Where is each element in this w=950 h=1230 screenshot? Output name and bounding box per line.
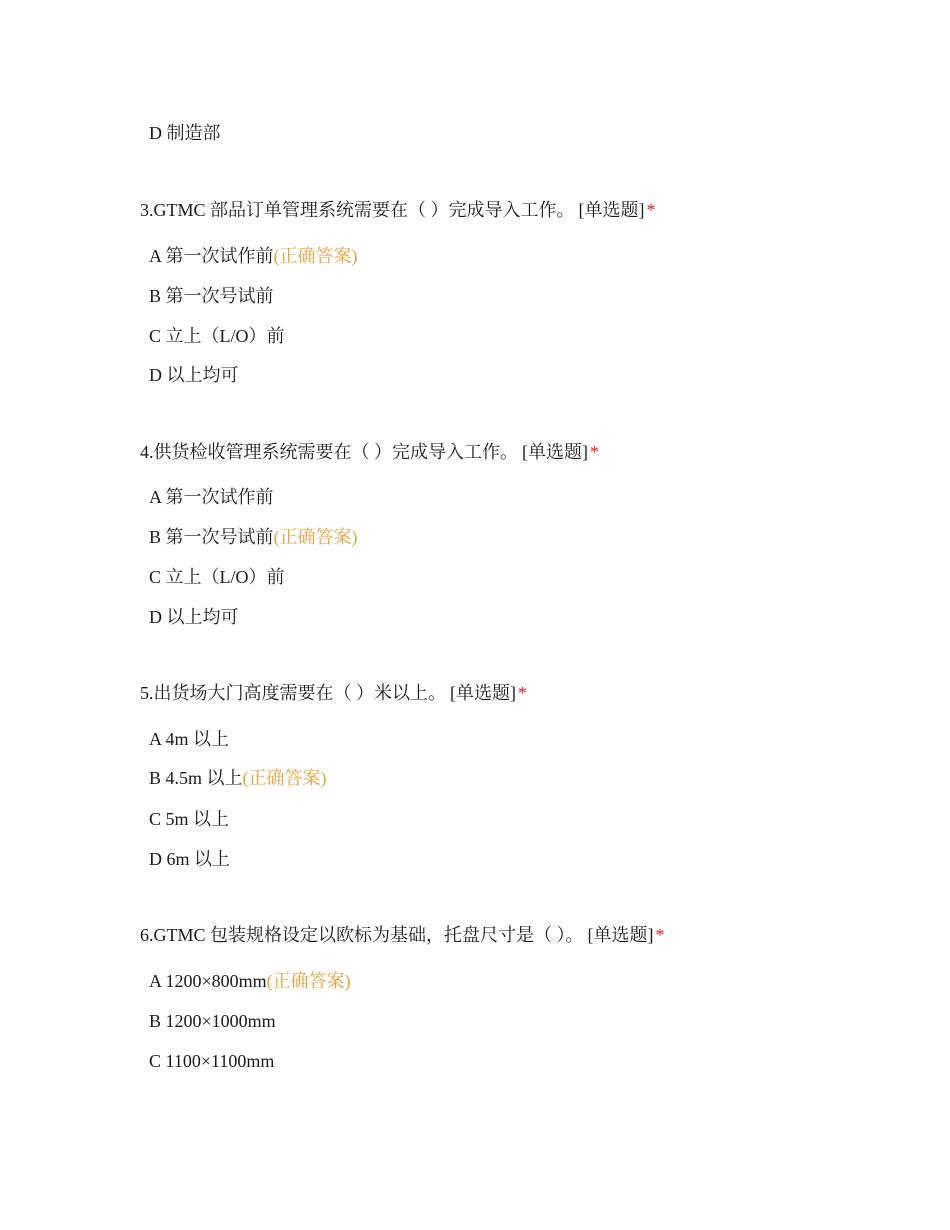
q5-option-c: [149, 807, 229, 831]
option-label: C 5m 以上: [149, 809, 230, 829]
q4-option-a: [149, 485, 274, 509]
required-marker: *: [590, 442, 599, 462]
q6-option-c: [149, 1049, 274, 1073]
question-5: [140, 681, 527, 705]
q5-option-a: [149, 727, 229, 751]
q5-option-b: [149, 766, 327, 790]
option-label: A 第一次试作前: [149, 246, 274, 266]
q3-option-d: [149, 363, 239, 387]
option-label: A 4m 以上: [149, 729, 230, 749]
question-text: 3.GTMC 部品订单管理系统需要在（ ）完成导入工作。: [140, 200, 575, 220]
q4-option-b: [149, 525, 358, 549]
option-label: B 第一次号试前: [149, 286, 274, 306]
question-type: [单选题]: [578, 200, 645, 220]
required-marker: *: [518, 683, 527, 703]
correct-answer-tag: (正确答案): [273, 527, 358, 547]
option-label: D 6m 以上: [149, 849, 230, 869]
question-6: [140, 923, 665, 947]
question-type: [单选题]: [450, 683, 516, 703]
option-d-prev: [149, 121, 221, 145]
option-label: A 1200×800mm: [149, 971, 267, 991]
q4-option-d: [149, 605, 239, 629]
question-text: 5.出货场大门高度需要在（ ）米以上。: [140, 683, 446, 703]
option-label: C 1100×1100mm: [149, 1051, 275, 1071]
required-marker: *: [655, 925, 665, 945]
option-label: D 制造部: [149, 123, 221, 143]
q3-option-b: [149, 284, 274, 308]
question-3: [140, 198, 656, 222]
option-label: D 以上均可: [149, 607, 239, 627]
option-label: A 第一次试作前: [149, 487, 274, 507]
q5-option-d: [149, 847, 230, 871]
q3-option-a: [149, 244, 358, 268]
question-text: 4.供货检收管理系统需要在（ ）完成导入工作。: [140, 442, 518, 462]
correct-answer-tag: (正确答案): [266, 971, 351, 991]
question-4: [140, 440, 599, 464]
correct-answer-tag: (正确答案): [242, 768, 327, 788]
question-type: [单选题]: [522, 442, 588, 462]
option-label: C 立上（L/O）前: [149, 326, 285, 346]
q6-option-b: [149, 1009, 276, 1033]
question-type: [单选题]: [587, 925, 654, 945]
option-label: B 1200×1000mm: [149, 1011, 276, 1031]
q4-option-c: [149, 565, 285, 589]
option-label: B 4.5m 以上: [149, 768, 243, 788]
q3-option-c: [149, 324, 285, 348]
correct-answer-tag: (正确答案): [273, 246, 358, 266]
required-marker: *: [646, 200, 656, 220]
q6-option-a: [149, 969, 351, 993]
question-text: 6.GTMC 包装规格设定以欧标为基础，托盘尺寸是（ ）。: [140, 925, 584, 945]
option-label: C 立上（L/O）前: [149, 567, 285, 587]
option-label: D 以上均可: [149, 365, 239, 385]
option-label: B 第一次号试前: [149, 527, 274, 547]
